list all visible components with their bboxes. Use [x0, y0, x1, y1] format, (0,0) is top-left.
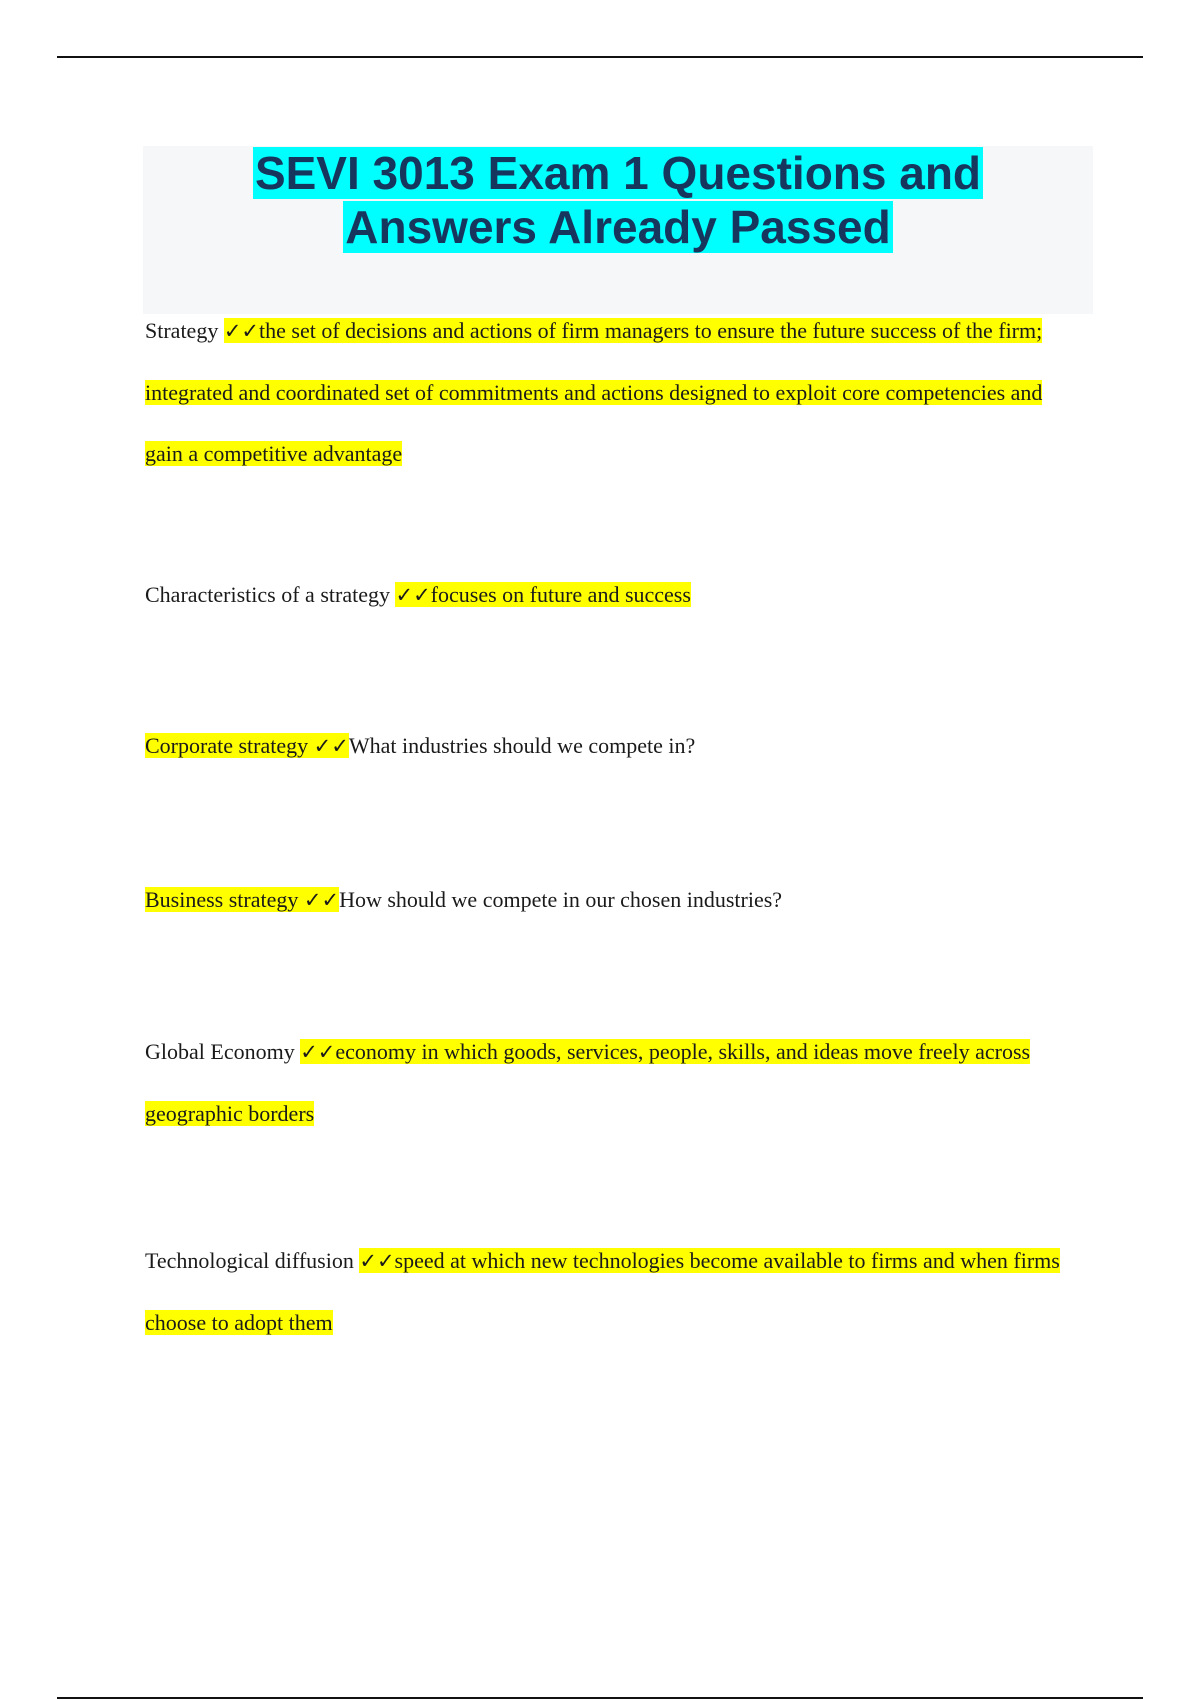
- qa-entry-business-strategy: [145, 869, 1085, 931]
- double-check-icon: ✓✓: [313, 734, 349, 758]
- entry-definition: focuses on future and success: [430, 582, 691, 607]
- entry-definition: What industries should we compete in?: [348, 733, 696, 758]
- double-check-icon: ✓✓: [395, 583, 431, 607]
- double-check-icon: ✓✓: [359, 1249, 395, 1273]
- entry-definition: speed at which new technologies become available to firms and when firms choose to adopt them: [145, 1248, 1060, 1335]
- footer-rule: [57, 1697, 1143, 1699]
- entry-term: Characteristics of a strategy: [145, 582, 390, 607]
- entry-term: Global Economy: [145, 1039, 295, 1064]
- entry-term: Strategy: [145, 318, 219, 343]
- entry-term: Technological diffusion: [145, 1248, 354, 1273]
- entry-term: Corporate strategy: [145, 733, 309, 758]
- double-check-icon: ✓✓: [223, 319, 260, 343]
- qa-entry-global-economy: [145, 1021, 1085, 1144]
- qa-entry-corporate-strategy: [145, 715, 1085, 777]
- document-title-line-2: Answers Already Passed: [345, 201, 891, 253]
- double-check-icon: ✓✓: [300, 1040, 336, 1064]
- header-rule: [57, 56, 1143, 58]
- entry-answer-highlight: [395, 582, 690, 607]
- entry-term-highlight: [145, 733, 349, 758]
- qa-entry-characteristics-of-a-strategy: [145, 564, 1085, 626]
- document-title: [143, 146, 1093, 254]
- entry-term: Business strategy: [145, 887, 299, 912]
- document-title-line-1: SEVI 3013 Exam 1 Questions and: [254, 147, 982, 199]
- entry-definition: the set of decisions and actions of firm managers to ensure the future success of the firm; integrated and coordinated set of commitments and actions designed to exploit core competencies and gain a competitive advantage: [145, 318, 1043, 466]
- entry-definition: How should we compete in our chosen industries?: [339, 887, 783, 912]
- qa-entry-technological-diffusion: [145, 1230, 1085, 1353]
- qa-entry-strategy: [145, 300, 1085, 484]
- entry-definition: economy in which goods, services, people, skills, and ideas move freely across geographic borders: [145, 1039, 1031, 1126]
- double-check-icon: ✓✓: [303, 888, 340, 912]
- entry-answer-highlight: [145, 318, 1042, 466]
- entry-term-highlight: [145, 887, 339, 912]
